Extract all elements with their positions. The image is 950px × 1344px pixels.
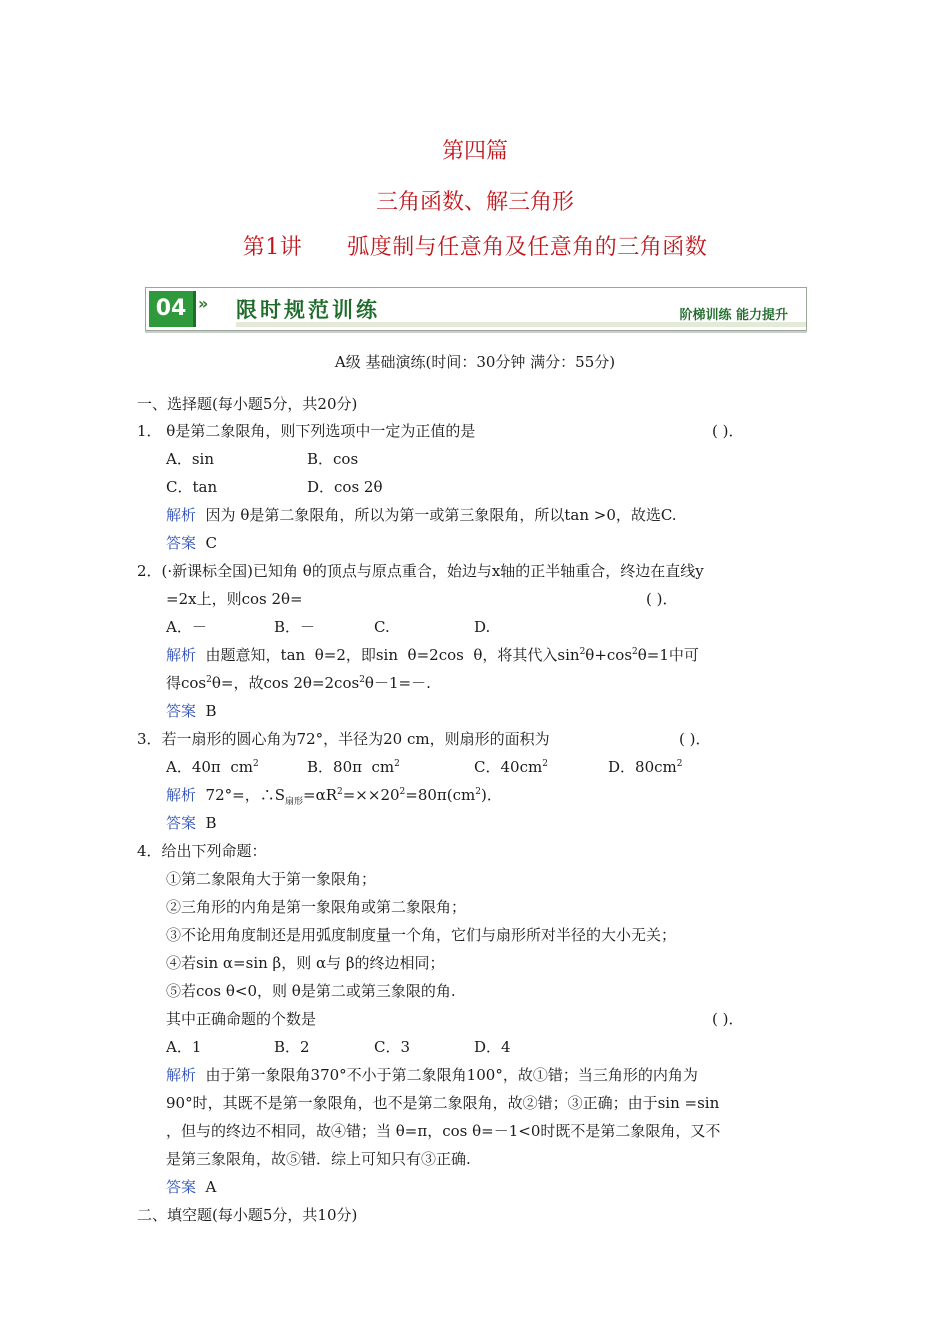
- q4-analysis-line3: ，但与的终边不相同，故④错；当 θ=π，cos θ=－1<0时既不是第二象限角，又不: [166, 1122, 721, 1140]
- lecture-title: 第1讲 弧度制与任意角及任意角的三角函数: [242, 235, 708, 260]
- q1-answer-paren: ( )．: [712, 422, 744, 440]
- q2-analysis-text: θ+cos: [585, 646, 633, 664]
- q1-option-d: D．cos 2θ: [307, 478, 383, 496]
- double-arrow-icon: »: [198, 294, 209, 313]
- q3-option-b-text: B．80π cm: [307, 758, 395, 776]
- q3-analysis-text: =αR: [303, 786, 337, 804]
- q4-analysis-line1: [166, 1065, 698, 1085]
- q4-answer-text: A: [196, 1178, 217, 1196]
- q3-analysis-text: =××20: [342, 786, 400, 804]
- banner-badge: 04: [149, 291, 196, 327]
- banner-subtitle: 阶梯训练 能力提升: [679, 308, 788, 323]
- q3-option-c: [474, 757, 548, 777]
- q3-option-a-text: A．40π cm: [166, 758, 253, 776]
- q1-answer: [166, 533, 217, 553]
- q2-option-c: C.: [374, 618, 390, 636]
- q3-option-b: [307, 757, 400, 777]
- answer-label: 答案: [166, 702, 197, 720]
- q3-option-d: [608, 757, 682, 777]
- q2-option-b: B．－: [274, 618, 316, 636]
- q2-analysis-text: θ－1=－.: [364, 674, 431, 692]
- q4-proposition-3: ③不论用角度制还是用弧度制度量一个角，它们与扇形所对半径的大小无关；: [166, 926, 677, 944]
- subscript: 扇形: [284, 797, 303, 807]
- q4-stem: 4．给出下列命题：: [137, 842, 267, 860]
- q4-proposition-5: ⑤若cos θ<0，则 θ是第二或第三象限的角.: [166, 982, 456, 1000]
- q2-analysis-line1: [166, 645, 699, 665]
- q4-answer: [166, 1177, 216, 1197]
- q4-answer-paren: ( )．: [712, 1010, 744, 1028]
- q4-proposition-4: ④若sin α=sin β，则 α与 β的终边相同；: [166, 954, 445, 972]
- q1-stem: 1． θ是第二象限角，则下列选项中一定为正值的是: [137, 422, 476, 440]
- superscript: 2: [337, 787, 343, 797]
- section-heading-fill: 二、填空题(每小题5分，共10分): [137, 1206, 358, 1224]
- superscript: 2: [206, 675, 212, 685]
- superscript: 2: [475, 787, 481, 797]
- q2-analysis-text: θ=，故cos 2θ=2cos: [211, 674, 360, 692]
- q2-analysis-text: 由题意知，tan θ=2，即sin θ=2cos θ，将其代入sin: [196, 646, 580, 664]
- analysis-label: 解析: [166, 646, 197, 664]
- analysis-label: 解析: [166, 1066, 197, 1084]
- q3-analysis-text: 72°=，∴S: [196, 786, 285, 804]
- answer-label: 答案: [166, 1178, 197, 1196]
- q3-analysis-text: =80π(cm: [405, 786, 476, 804]
- q3-analysis-text: )．: [481, 786, 502, 804]
- q1-answer-text: C: [196, 534, 218, 552]
- answer-label: 答案: [166, 814, 197, 832]
- q4-proposition-1: ①第二象限角大于第一象限角；: [166, 870, 377, 888]
- analysis-label: 解析: [166, 506, 197, 524]
- q2-answer: [166, 701, 217, 721]
- q4-analysis-line2: 90°时，其既不是第一象限角，也不是第二象限角，故②错；③正确；由于sin =sin: [166, 1094, 720, 1112]
- q1-analysis: [166, 505, 677, 525]
- q3-option-c-text: C．40cm: [474, 758, 543, 776]
- q4-option-c: C．3: [374, 1038, 411, 1056]
- q2-option-a: A．－: [166, 618, 207, 636]
- q2-answer-text: B: [196, 702, 217, 720]
- q2-option-d: D.: [474, 618, 491, 636]
- superscript: 2: [399, 787, 406, 797]
- q3-analysis: [166, 785, 502, 805]
- q4-option-a: A．1: [166, 1038, 202, 1056]
- chapter-title: 三角函数、解三角形: [375, 190, 574, 215]
- q1-option-c: C．tan: [166, 478, 218, 496]
- part-title: 第四篇: [441, 139, 508, 164]
- q4-option-d: D．4: [474, 1038, 511, 1056]
- superscript: 2: [542, 759, 548, 769]
- q1-option-a: A．sin: [166, 450, 214, 468]
- q4-ask: 其中正确命题的个数是: [166, 1010, 317, 1028]
- answer-label: 答案: [166, 534, 197, 552]
- level-line: A级 基础演练(时间：30分钟 满分：55分): [334, 353, 616, 371]
- q2-analysis-line2: [166, 673, 431, 693]
- superscript: 2: [252, 759, 259, 769]
- superscript: 2: [359, 675, 365, 685]
- q4-analysis-line4: 是第三象限角，故⑤错．综上可知只有③正确.: [166, 1150, 471, 1168]
- superscript: 2: [394, 759, 400, 769]
- q3-answer: [166, 813, 217, 833]
- q2-answer-paren: ( )．: [646, 590, 678, 608]
- q2-analysis-text: θ=1中可: [637, 646, 699, 664]
- superscript: 2: [676, 759, 683, 769]
- section-heading-choice: 一、选择题(每小题5分，共20分): [137, 395, 358, 413]
- q3-option-a: [166, 757, 259, 777]
- q4-analysis-text: 由于第一象限角370°不小于第二象限角100°，故①错；当三角形的内角为: [196, 1066, 698, 1084]
- q3-answer-text: B: [196, 814, 217, 832]
- q1-analysis-text: 因为 θ是第二象限角，所以为第一或第三象限角，所以tan >0，故选C.: [196, 506, 677, 524]
- practice-banner: [145, 287, 807, 331]
- q1-option-b: B．cos: [307, 450, 359, 468]
- q4-option-b: B．2: [274, 1038, 310, 1056]
- superscript: 2: [632, 647, 638, 657]
- q2-analysis-text: 得cos: [166, 674, 207, 692]
- q2-stem-line1: 2．(·新课标全国)已知角 θ的顶点与原点重合，始边与x轴的正半轴重合，终边在直线y: [137, 562, 704, 580]
- q4-proposition-2: ②三角形的内角是第一象限角或第二象限角；: [166, 898, 467, 916]
- q3-option-d-text: D．80cm: [608, 758, 677, 776]
- analysis-label: 解析: [166, 786, 197, 804]
- banner-title: 限时规范训练: [236, 298, 380, 322]
- q3-answer-paren: ( )．: [679, 730, 711, 748]
- q2-stem-line2: =2x上，则cos 2θ=: [166, 590, 303, 608]
- superscript: 2: [579, 647, 586, 657]
- q3-stem: 3．若一扇形的圆心角为72°，半径为20 cm，则扇形的面积为: [137, 730, 550, 748]
